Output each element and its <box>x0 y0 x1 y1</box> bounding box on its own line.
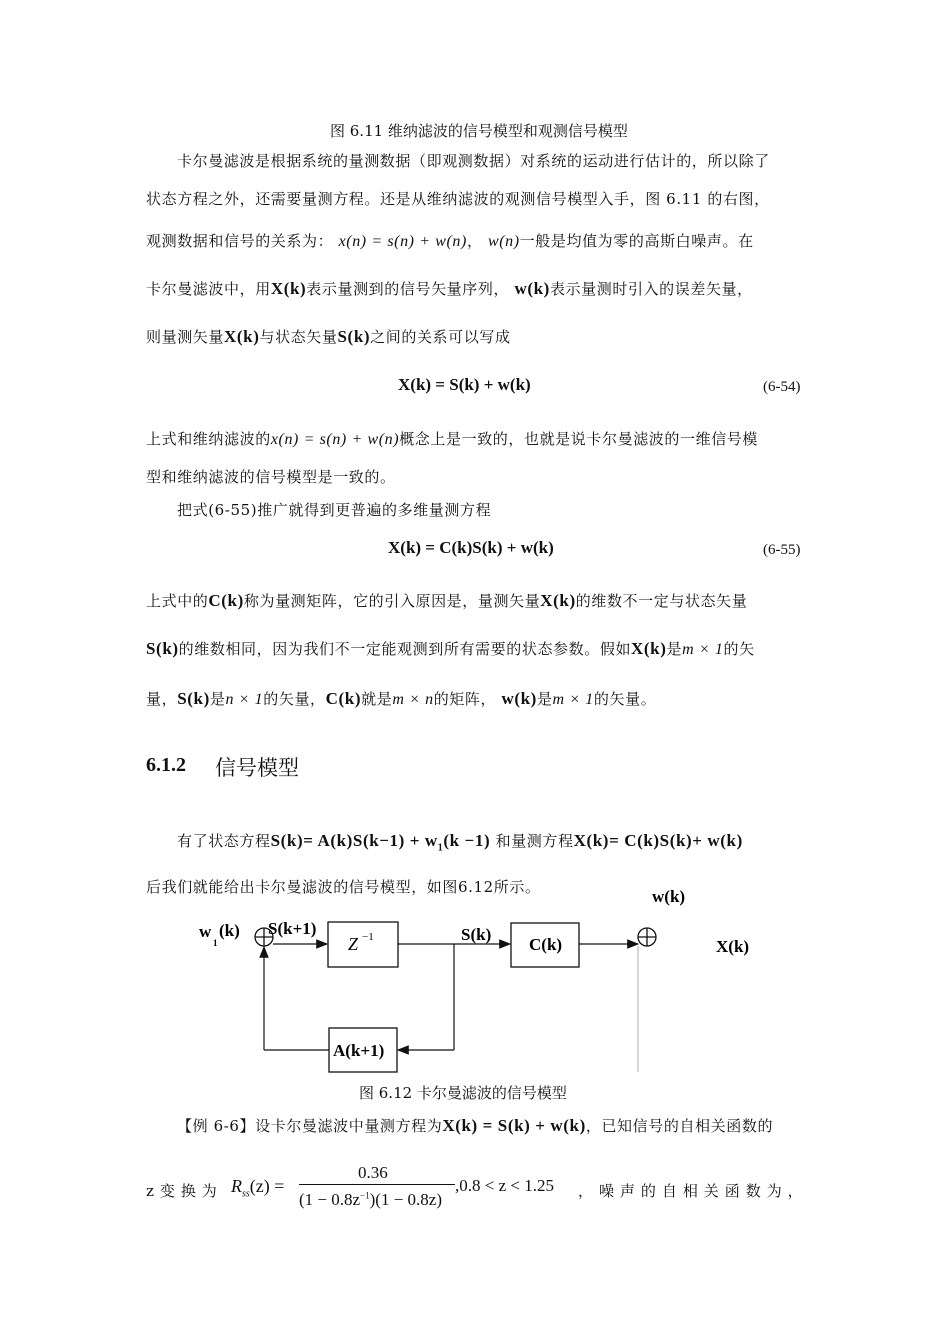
paragraph-line <box>146 230 754 251</box>
inline-equation: n × 1 <box>225 691 264 708</box>
figure-6-12-caption: 图 6.12 卡尔曼滤波的信号模型 <box>359 1084 567 1102</box>
paragraph-line <box>146 638 755 659</box>
state-equation <box>270 831 491 854</box>
inline-equation: w(n) <box>487 233 520 250</box>
text-fragment: 观测数据和信号的关系为： <box>146 232 334 250</box>
text-fragment: 就是 <box>361 690 393 708</box>
text-fragment: 之间的关系可以写成 <box>370 328 511 346</box>
region-of-convergence: ,0.8 < z < 1.25 <box>455 1176 554 1195</box>
text-fragment: 表示量测时引入的误差矢量， <box>549 280 753 298</box>
w1-argument: (k) <box>219 921 240 940</box>
inline-equation: x(n) = s(n) + w(n) <box>270 431 400 448</box>
symbol: R <box>231 1176 242 1196</box>
section-number: 6.1.2 <box>146 754 186 776</box>
text-fragment: 与状态矢量 <box>259 328 338 346</box>
z-exponent: −1 <box>362 931 374 943</box>
paragraph-line <box>177 830 743 853</box>
r-ss-symbol <box>231 1176 284 1200</box>
inline-symbol: w(k) <box>514 279 550 298</box>
denominator-fragment: (1 − 0.8z <box>299 1190 361 1209</box>
inline-symbol: C(k) <box>208 591 244 610</box>
text-fragment: 卡尔曼滤波中，用 <box>146 280 271 298</box>
denominator-fragment: )(1 − 0.8z) <box>369 1190 442 1209</box>
s-k-label: S(k) <box>461 925 492 944</box>
subscript: ss <box>242 1188 250 1200</box>
w-k-label: w(k) <box>652 887 686 906</box>
s-k-plus-1-label: S(k+1) <box>268 919 317 938</box>
equation-6-54: X(k) = S(k) + w(k) <box>398 375 531 394</box>
summing-junction-icon <box>638 928 656 946</box>
inline-symbol: S(k) <box>337 327 371 346</box>
paragraph-line <box>146 428 758 449</box>
z-label: Z <box>348 934 359 954</box>
example-text: z 变 换 为 <box>146 1182 218 1200</box>
paragraph-line <box>146 688 656 709</box>
inline-symbol: S(k) <box>146 639 179 658</box>
w1-subscript: 1 <box>213 938 218 948</box>
inline-equation: x(n) = s(n) + w(n) <box>338 233 467 250</box>
paragraph-line: 后我们就能给出卡尔曼滤波的信号模型，如图6.12所示。 <box>146 878 541 896</box>
example-text: ， 噪 声 的 自 相 关 函 数 为 ， <box>578 1182 804 1200</box>
kalman-signal-model-diagram <box>0 880 950 1080</box>
equation-fragment: (k −1) <box>443 831 491 850</box>
text-fragment: 则量测矢量 <box>146 328 225 346</box>
inline-symbol: C(k) <box>325 689 362 708</box>
inline-symbol: X(k) <box>540 591 576 610</box>
text-fragment: ， <box>466 232 483 250</box>
text-fragment: 是 <box>209 690 226 708</box>
figure-6-11-caption: 图 6.11 维纳滤波的信号模型和观测信号模型 <box>330 122 628 140</box>
equation-number: (6-55) <box>763 542 801 558</box>
measurement-equation: X(k)= C(k)S(k)+ w(k) <box>573 831 743 850</box>
inline-symbol: w(k) <box>501 689 537 708</box>
equation-number: (6-54) <box>763 379 801 395</box>
text-fragment: 上式和维纳滤波的 <box>146 430 271 448</box>
symbol-argument: (z) = <box>249 1176 285 1196</box>
text-fragment: 的维数相同，因为我们不一定能观测到所有需要的状态参数。假如 <box>178 640 632 658</box>
text-fragment: 有了状态方程 <box>177 832 271 850</box>
text-fragment: 是 <box>536 690 553 708</box>
equation-6-55: X(k) = C(k)S(k) + w(k) <box>388 538 554 557</box>
inline-symbol: S(k) <box>177 689 210 708</box>
fraction-bar <box>299 1184 455 1185</box>
delay-block <box>328 922 398 967</box>
inline-symbol: X(k) <box>270 279 307 298</box>
text-fragment: 表示量测到的信号矢量序列， <box>306 280 510 298</box>
x-k-label: X(k) <box>716 937 750 956</box>
fraction-denominator <box>299 1190 442 1210</box>
inline-equation: m × n <box>392 691 434 708</box>
superscript: −1 <box>360 1190 370 1201</box>
text-fragment: ，已知信号的自相关函数的 <box>585 1117 774 1135</box>
paragraph-line <box>177 1115 773 1136</box>
text-fragment: 上式中的 <box>146 592 209 610</box>
text-fragment: 概念上是一致的，也就是说卡尔曼滤波的一维信号模 <box>399 430 758 448</box>
paragraph-line <box>146 590 747 611</box>
text-fragment: 【例 6-6】设卡尔曼滤波中量测方程为 <box>177 1117 443 1135</box>
paragraph-line <box>146 326 511 347</box>
paragraph-line: 型和维纳滤波的信号模型是一致的。 <box>146 468 396 486</box>
paragraph-line: 卡尔曼滤波是根据系统的量测数据（即观测数据）对系统的运动进行估计的，所以除了 <box>177 152 770 170</box>
text-fragment: 称为量测矩阵，它的引入原因是，量测矢量 <box>243 592 541 610</box>
text-fragment: 量， <box>146 690 178 708</box>
section-title: 信号模型 <box>215 756 299 780</box>
paragraph-line: 把式(6-55)推广就得到更普遍的多维量测方程 <box>177 501 492 519</box>
text-fragment: 的矢量， <box>263 690 326 708</box>
text-fragment: 是 <box>666 640 683 658</box>
text-fragment: 一般是均值为零的高斯白噪声。在 <box>519 232 754 250</box>
paragraph-line <box>146 278 753 299</box>
text-fragment: 的矢量。 <box>593 690 657 708</box>
c-k-label: C(k) <box>529 935 563 954</box>
paragraph-line: 状态方程之外，还需要量测方程。还是从维纳滤波的观测信号模型入手，图 6.11 的右图， <box>146 190 770 208</box>
inline-equation: X(k) = S(k) + w(k) <box>442 1116 586 1135</box>
text-fragment: 的矢 <box>723 640 755 658</box>
text-fragment: 和量测方程 <box>495 832 574 850</box>
text-fragment: 的矩阵， <box>433 690 497 708</box>
subscript: 1 <box>437 842 444 854</box>
inline-symbol: X(k) <box>631 639 667 658</box>
a-k-plus-1-label: A(k+1) <box>333 1041 385 1060</box>
w1-label: w <box>199 922 212 941</box>
fraction-numerator: 0.36 <box>358 1163 388 1182</box>
inline-equation: m × 1 <box>552 691 594 708</box>
inline-symbol: X(k) <box>224 327 260 346</box>
inline-equation: m × 1 <box>682 641 724 658</box>
equation-fragment: S(k)= A(k)S(k−1) + w <box>270 831 438 850</box>
text-fragment: 的维数不一定与状态矢量 <box>575 592 748 610</box>
